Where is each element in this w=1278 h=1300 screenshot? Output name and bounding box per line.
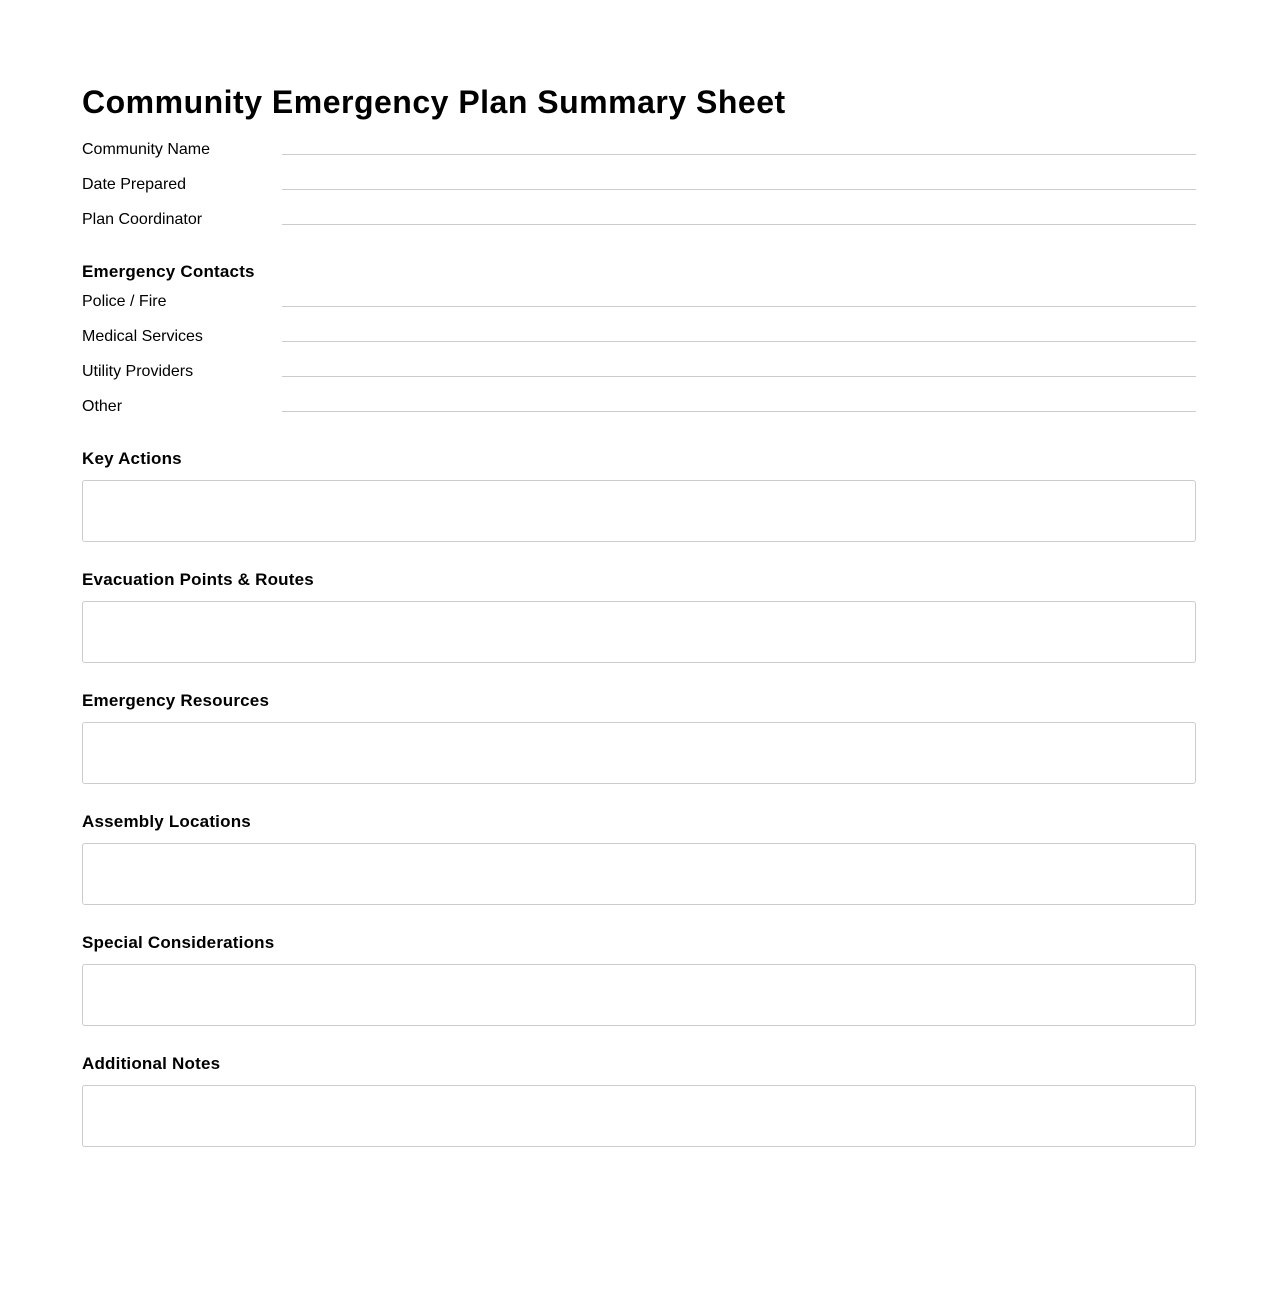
field-utility-providers[interactable] xyxy=(82,362,1196,397)
date-prepared-line[interactable] xyxy=(282,189,1196,190)
evacuation-heading: Evacuation Points & Routes xyxy=(82,570,314,589)
medical-services-line[interactable] xyxy=(282,341,1196,342)
resources-heading: Emergency Resources xyxy=(82,691,270,710)
field-label: Date Prepared xyxy=(82,176,187,193)
assembly-box[interactable] xyxy=(82,843,1196,905)
field-police-fire[interactable] xyxy=(82,292,1196,327)
field-plan-coordinator[interactable] xyxy=(82,210,1196,245)
field-medical-services[interactable] xyxy=(82,327,1196,362)
assembly-heading: Assembly Locations xyxy=(82,812,251,831)
key-actions-box[interactable] xyxy=(82,480,1196,542)
field-label: Other xyxy=(82,398,123,415)
field-label: Community Name xyxy=(82,141,211,158)
field-label: Medical Services xyxy=(82,328,203,345)
field-date-prepared[interactable] xyxy=(82,175,1196,210)
field-label: Utility Providers xyxy=(82,363,194,380)
additional-notes-heading: Additional Notes xyxy=(82,1054,221,1073)
plan-coordinator-line[interactable] xyxy=(282,224,1196,225)
emergency-contacts-heading: Emergency Contacts xyxy=(82,262,255,281)
page-title: Community Emergency Plan Summary Sheet xyxy=(82,84,786,120)
field-other[interactable] xyxy=(82,397,1196,432)
evacuation-box[interactable] xyxy=(82,601,1196,663)
field-community-name[interactable] xyxy=(82,140,1196,175)
utility-providers-line[interactable] xyxy=(282,376,1196,377)
police-fire-line[interactable] xyxy=(282,306,1196,307)
field-label: Plan Coordinator xyxy=(82,211,203,228)
field-label: Police / Fire xyxy=(82,293,167,310)
resources-box[interactable] xyxy=(82,722,1196,784)
special-considerations-box[interactable] xyxy=(82,964,1196,1026)
other-line[interactable] xyxy=(282,411,1196,412)
additional-notes-box[interactable] xyxy=(82,1085,1196,1147)
community-name-line[interactable] xyxy=(282,154,1196,155)
special-considerations-heading: Special Considerations xyxy=(82,933,275,952)
key-actions-heading: Key Actions xyxy=(82,449,182,468)
